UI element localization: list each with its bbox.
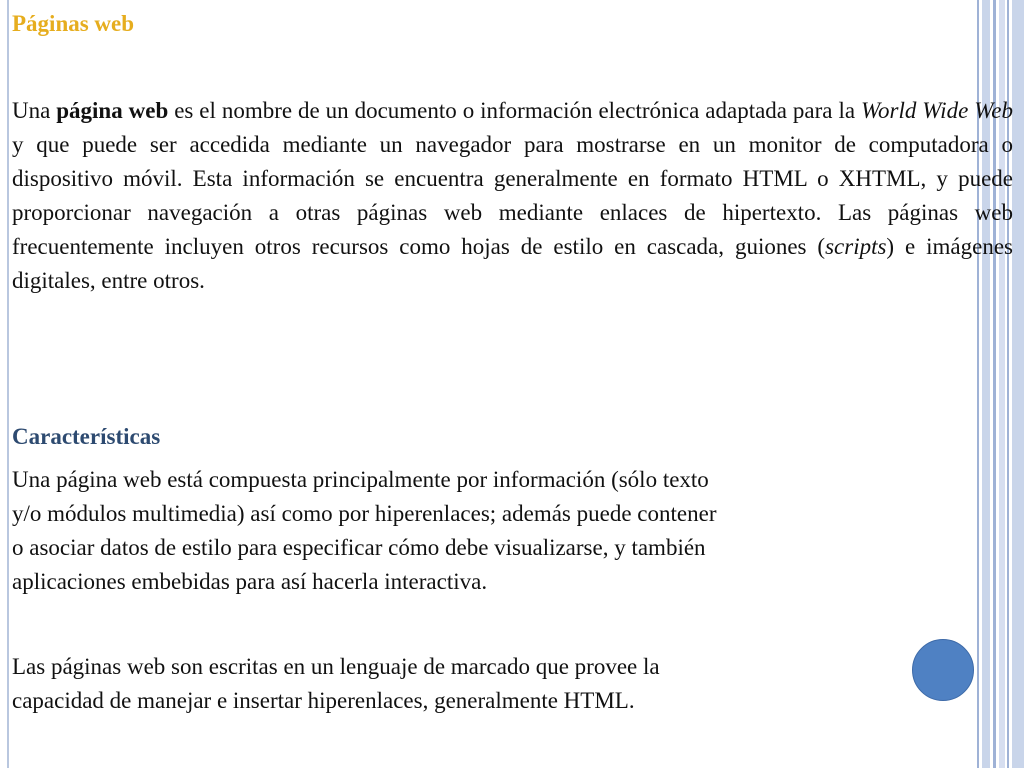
section-title: Características xyxy=(12,424,161,449)
intro-text-1: es el nombre de un documento o información electrónica adaptada para la xyxy=(168,98,861,123)
features-paragraph xyxy=(12,463,1012,599)
slide-title: Páginas web xyxy=(12,11,135,36)
decorative-stripe xyxy=(1012,0,1024,768)
intro-text-3: ) e imágenes digitales, entre otros. xyxy=(12,234,1013,293)
features-line: y/o módulos multimedia) así como por hiperenlaces; además puede contener xyxy=(12,501,717,526)
features-line: o asociar datos de estilo para especificar cómo debe visualizarse, y también xyxy=(12,535,706,560)
features-line: Una página web está compuesta principalmente por información (sólo texto xyxy=(12,467,709,492)
markup-line: capacidad de manejar e insertar hiperenlaces, generalmente HTML. xyxy=(12,688,635,713)
markup-line: Las páginas web son escritas en un lenguaje de marcado que provee la xyxy=(12,654,660,679)
intro-paragraph xyxy=(12,94,1013,298)
intro-text-2: y que puede ser accedida mediante un navegador para mostrarse en un monitor de computadora o dispositivo móvil. Esta información se encuentra generalmente en formato HTML o XHTML, y puede proporcionar navegación a otras páginas web mediante enlaces de hipertexto. Las páginas web frecuentemente incluyen otros recursos como hojas de estilo en cascada, guiones ( xyxy=(12,132,1013,259)
intro-lead: Una xyxy=(12,98,57,123)
intro-scripts: scripts xyxy=(825,234,887,259)
markup-paragraph xyxy=(12,650,972,718)
left-border-line xyxy=(7,0,9,768)
decorative-circle xyxy=(912,639,974,701)
features-line: aplicaciones embebidas para así hacerla interactiva. xyxy=(12,569,488,594)
intro-term: página web xyxy=(56,98,169,123)
intro-www: World Wide Web xyxy=(860,98,1013,123)
